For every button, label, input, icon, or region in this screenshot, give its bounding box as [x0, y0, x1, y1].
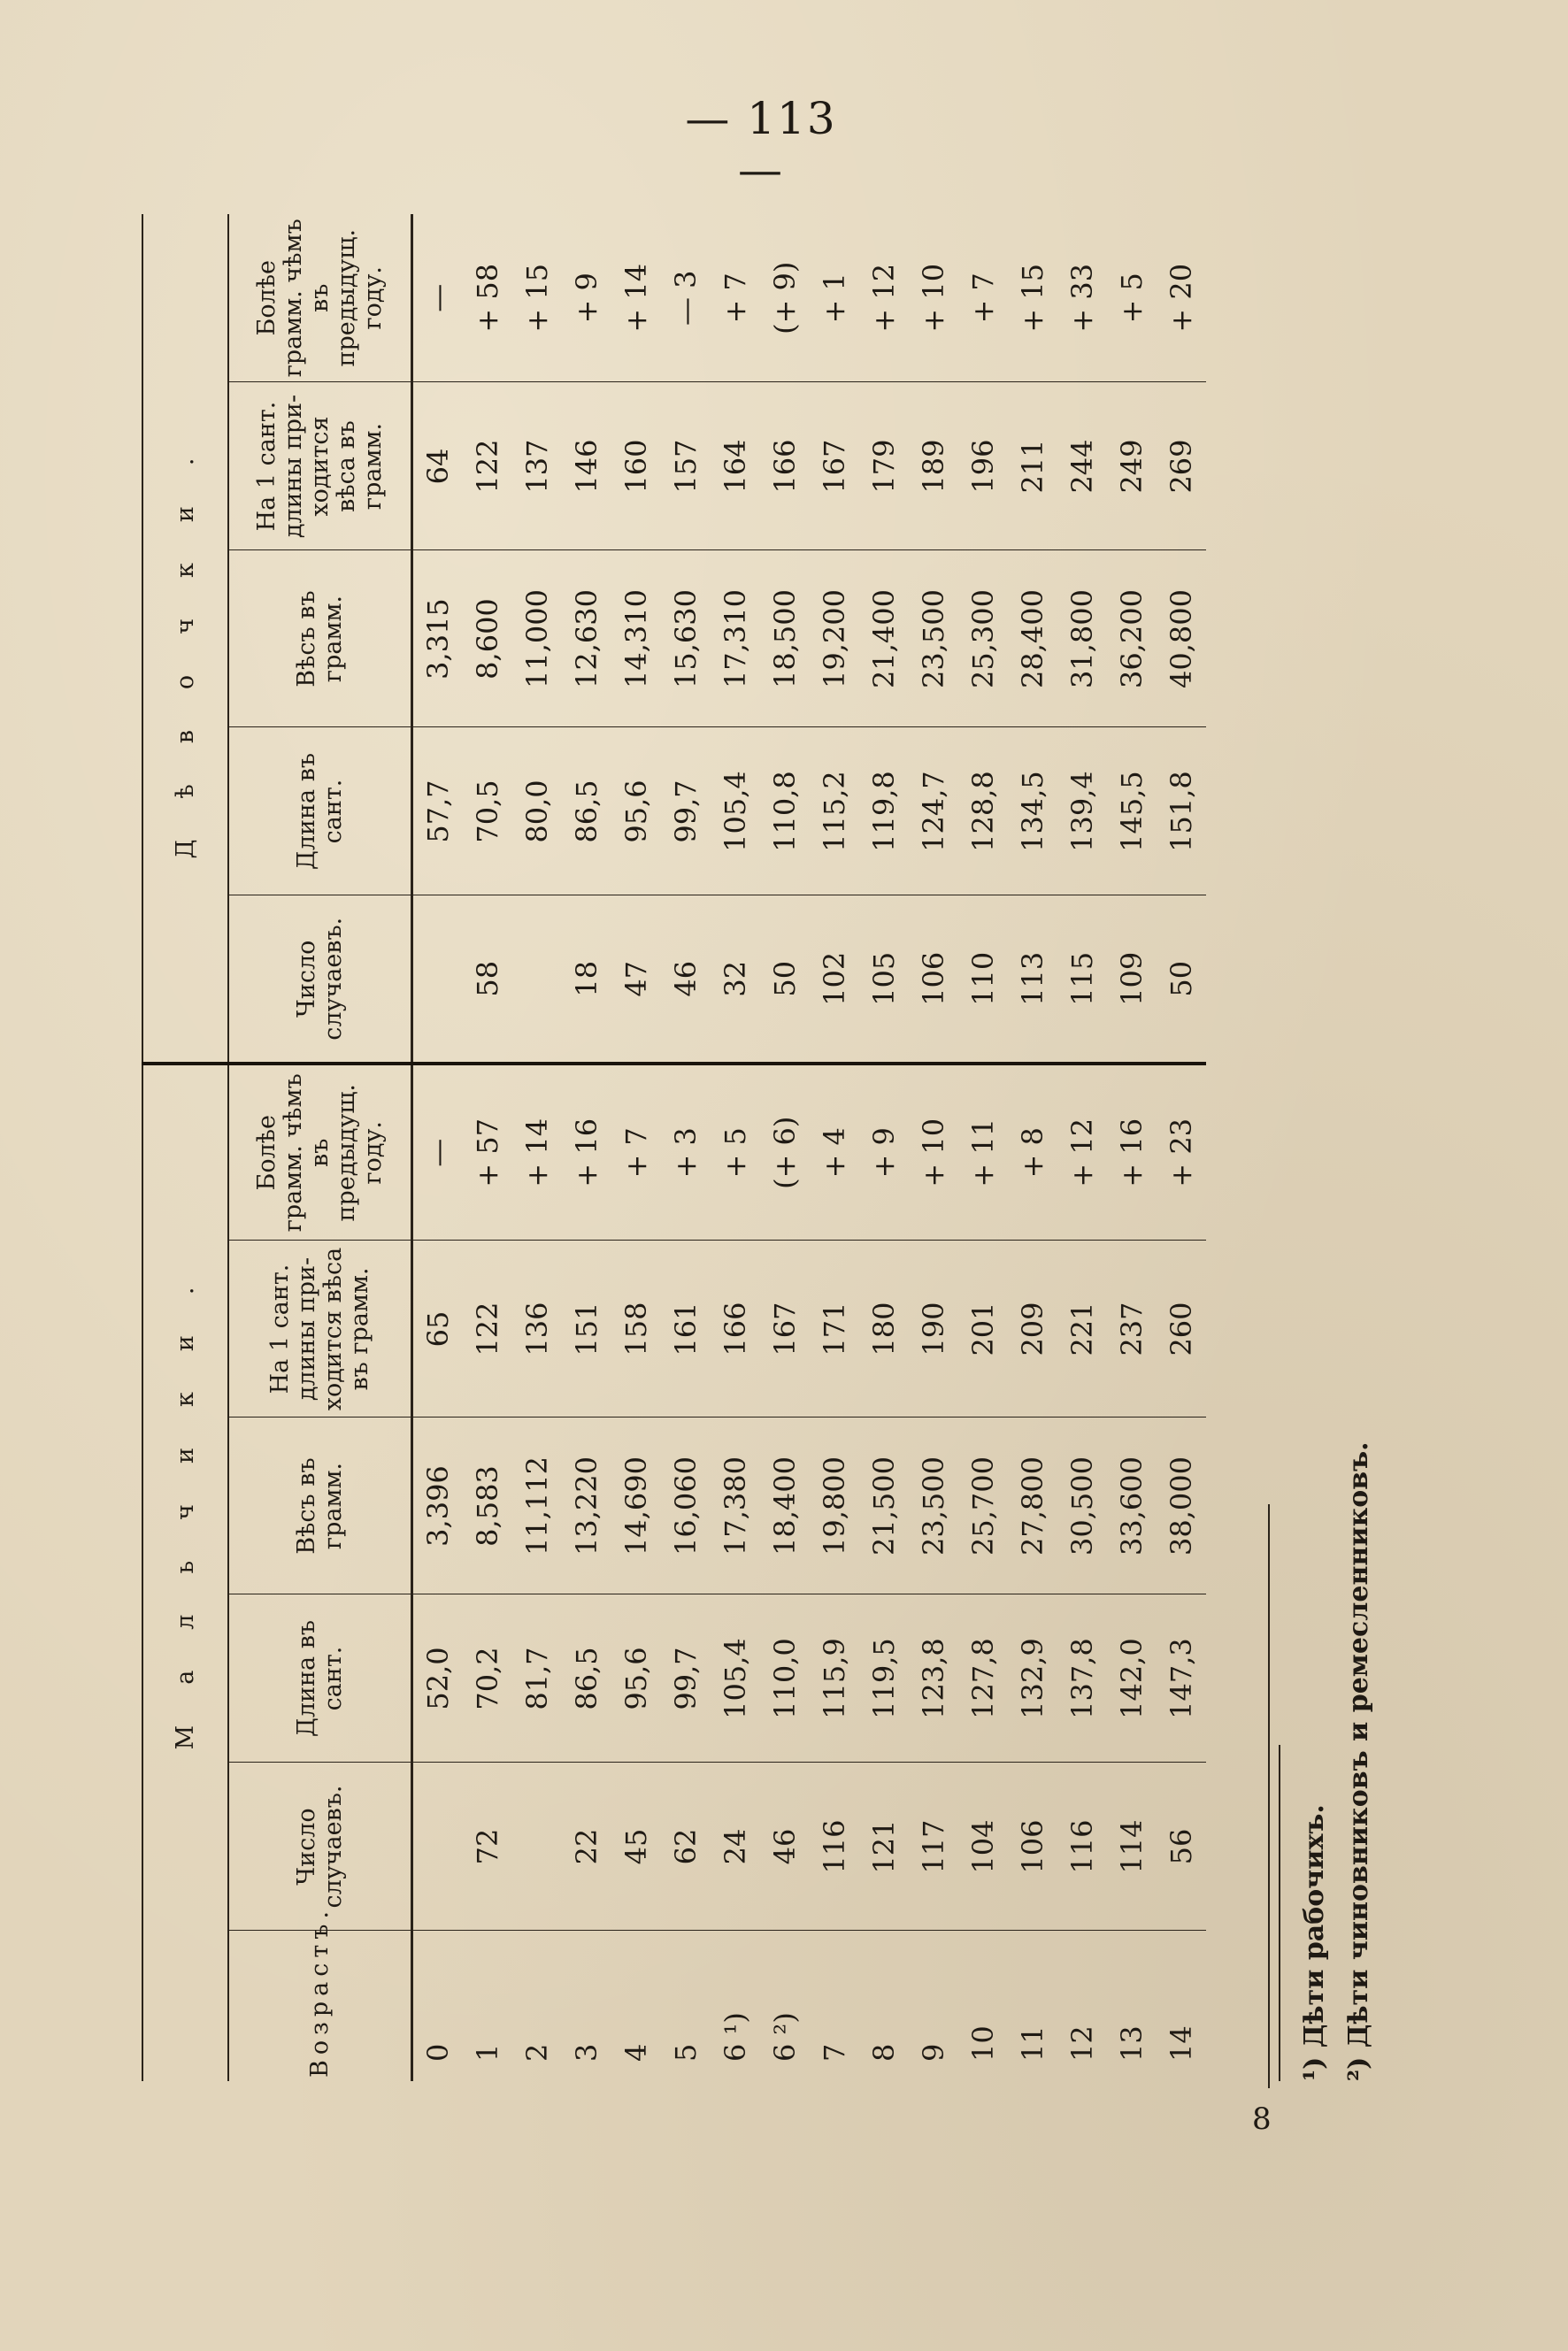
boys-more-cell: + 3 [661, 1064, 711, 1241]
boys-cases-cell [412, 1763, 464, 1931]
girls-weight-cell: 17,310 [711, 550, 760, 727]
boys-cases-cell: 117 [909, 1763, 958, 1931]
footnote-rule [1279, 1745, 1280, 2081]
girls-per-cm-cell: 146 [562, 382, 611, 550]
boys-more-cell: + 23 [1157, 1064, 1206, 1241]
girls-length-cell: 80,0 [512, 727, 562, 895]
table-row [958, 214, 1008, 2081]
girls-more-cell: + 10 [909, 214, 958, 382]
age-cell: 4 [619, 2043, 653, 2062]
boys-length-cell: 95,6 [611, 1594, 661, 1763]
girls-weight-cell: 15,630 [661, 550, 711, 727]
boys-more-cell: — [412, 1064, 464, 1241]
boys-weight-cell: 17,380 [711, 1418, 760, 1594]
boys-weight-cell: 13,220 [562, 1418, 611, 1594]
boys-per-cm-cell: 201 [958, 1241, 1008, 1418]
girls-cases-cell [412, 895, 464, 1064]
girls-length-cell: 86,5 [562, 727, 611, 895]
boys-cases-cell: 24 [711, 1763, 760, 1931]
boys-cases-cell: 22 [562, 1763, 611, 1931]
boys-cases-cell: 114 [1107, 1763, 1157, 1931]
age-cell: 2 [520, 2043, 554, 2062]
boys-length-cell: 142,0 [1107, 1594, 1157, 1763]
girls-cases-cell: 50 [1157, 895, 1206, 1064]
girls-cases-cell: 46 [661, 895, 711, 1064]
age-cell: 13 [1115, 2025, 1149, 2062]
table-row [661, 214, 711, 2081]
boys-weight-cell: 33,600 [1107, 1418, 1157, 1594]
girls-more-cell: (+ 9) [760, 214, 810, 382]
boys-more-cell: + 57 [463, 1064, 512, 1241]
boys-cases-cell: 45 [611, 1763, 661, 1931]
table-row [512, 214, 562, 2081]
girls-cases-cell: 106 [909, 895, 958, 1064]
boys-more-cell: + 14 [512, 1064, 562, 1241]
boys-length-cell: 52,0 [412, 1594, 464, 1763]
age-cell: 6 ¹) [719, 2012, 752, 2062]
girls-cases-cell: 58 [463, 895, 512, 1064]
girls-weight-cell: 18,500 [760, 550, 810, 727]
table-row [611, 214, 661, 2081]
girls-cases-cell: 102 [810, 895, 859, 1064]
girls-weight-cell: 40,800 [1157, 550, 1206, 727]
girls-weight-cell: 23,500 [909, 550, 958, 727]
girls-length-cell: 115,2 [810, 727, 859, 895]
boys-per-cm-cell: 237 [1107, 1241, 1157, 1418]
girls-cases-cell: 109 [1107, 895, 1157, 1064]
growth-table [142, 214, 1206, 2081]
boys-per-cm-cell: 180 [859, 1241, 909, 1418]
boys-per-cm-cell: 136 [512, 1241, 562, 1418]
boys-per-cm-cell: 122 [463, 1241, 512, 1418]
boys-per-cm-cell: 209 [1008, 1241, 1057, 1418]
boys-more-cell: + 9 [859, 1064, 909, 1241]
girls-more-cell: + 14 [611, 214, 661, 382]
table-row [909, 214, 958, 2081]
table-row [562, 214, 611, 2081]
boys-weight-cell: 19,800 [810, 1418, 859, 1594]
boys-weight-cell: 18,400 [760, 1418, 810, 1594]
girls-more-cell: + 9 [562, 214, 611, 382]
girls-more-cell: + 7 [711, 214, 760, 382]
boys-weight-cell: 38,000 [1157, 1418, 1206, 1594]
girls-weight-cell: 14,310 [611, 550, 661, 727]
boys-weight-cell: 16,060 [661, 1418, 711, 1594]
girls-cases-cell [512, 895, 562, 1064]
boys-cases-cell: 72 [463, 1763, 512, 1931]
girls-length-cell: 70,5 [463, 727, 512, 895]
boys-length-cell: 99,7 [661, 1594, 711, 1763]
girls-cases-cell: 47 [611, 895, 661, 1064]
boys-per-cm-cell: 161 [661, 1241, 711, 1418]
girls-per-cm-cell: 189 [909, 382, 958, 550]
boys-weight-cell: 23,500 [909, 1418, 958, 1594]
boys-weight-cell: 25,700 [958, 1418, 1008, 1594]
boys-more-cell: + 5 [711, 1064, 760, 1241]
boys-cases-cell: 46 [760, 1763, 810, 1931]
boys-weight-cell: 14,690 [611, 1418, 661, 1594]
table-row [1008, 214, 1057, 2081]
age-cell: 12 [1065, 2025, 1099, 2062]
boys-length-cell: 110,0 [760, 1594, 810, 1763]
girls-per-cm-cell: 249 [1107, 382, 1157, 550]
girls-per-cm-cell: 196 [958, 382, 1008, 550]
footnotes [1279, 311, 1381, 2081]
boys-more-cell: + 11 [958, 1064, 1008, 1241]
girls-per-cm-cell: 122 [463, 382, 512, 550]
girls-length-cell: 99,7 [661, 727, 711, 895]
girls-weight-cell: 31,800 [1057, 550, 1107, 727]
age-header-spacer [142, 1931, 228, 2081]
boys-per-cm-cell: 166 [711, 1241, 760, 1418]
girls-length-cell: 110,8 [760, 727, 810, 895]
girls-length-cell: 139,4 [1057, 727, 1107, 895]
boys-length-cell: 115,9 [810, 1594, 859, 1763]
boys-length-cell: 147,3 [1157, 1594, 1206, 1763]
boys-length-cell: 81,7 [512, 1594, 562, 1763]
boys-cases-cell: 121 [859, 1763, 909, 1931]
girls-cases-header: Число случаевъ. [228, 895, 412, 1064]
girls-length-cell: 124,7 [909, 727, 958, 895]
girls-more-cell: — 3 [661, 214, 711, 382]
age-header: Возрастъ. [228, 1931, 412, 2081]
boys-length-cell: 105,4 [711, 1594, 760, 1763]
age-cell: 11 [1016, 2025, 1049, 2062]
girls-cases-cell: 18 [562, 895, 611, 1064]
girls-more-cell: + 15 [1008, 214, 1057, 382]
boys-length-cell: 119,5 [859, 1594, 909, 1763]
girls-length-cell: 57,7 [412, 727, 464, 895]
girls-more-cell: — [412, 214, 464, 382]
boys-more-cell: + 10 [909, 1064, 958, 1241]
girls-per-cm-cell: 244 [1057, 382, 1107, 550]
boys-more-cell: (+ 6) [760, 1064, 810, 1241]
boys-length-header: Длина въ сант. [228, 1594, 412, 1763]
age-cell: 1 [471, 2043, 504, 2062]
boys-length-cell: 123,8 [909, 1594, 958, 1763]
boys-more-cell: + 12 [1057, 1064, 1107, 1241]
girls-per-cm-cell: 179 [859, 382, 909, 550]
girls-weight-cell: 28,400 [1008, 550, 1057, 727]
boys-cases-cell: 116 [810, 1763, 859, 1931]
boys-weight-cell: 27,800 [1008, 1418, 1057, 1594]
boys-more-header: Болѣе грамм. чѣмъ въ предыдущ. году. [228, 1064, 412, 1241]
girls-cases-cell: 113 [1008, 895, 1057, 1064]
girls-cases-cell: 32 [711, 895, 760, 1064]
girls-per-cm-cell: 166 [760, 382, 810, 550]
boys-per-cm-cell: 158 [611, 1241, 661, 1418]
age-cell: 14 [1164, 2025, 1198, 2062]
boys-per-cm-cell: 65 [412, 1241, 464, 1418]
girls-more-cell: + 1 [810, 214, 859, 382]
girls-more-cell: + 20 [1157, 214, 1206, 382]
table-row [760, 214, 810, 2081]
boys-per-cm-cell: 171 [810, 1241, 859, 1418]
boys-weight-cell: 3,396 [412, 1418, 464, 1594]
girls-per-cm-cell: 157 [661, 382, 711, 550]
age-cell: 5 [669, 2043, 703, 2062]
table-row [463, 214, 512, 2081]
boys-more-cell: + 4 [810, 1064, 859, 1241]
boys-length-cell: 70,2 [463, 1594, 512, 1763]
girls-weight-cell: 21,400 [859, 550, 909, 727]
sheet-signature: 8 [1252, 2101, 1272, 2137]
table-row [859, 214, 909, 2081]
age-cell: 8 [867, 2043, 901, 2062]
boys-length-cell: 137,8 [1057, 1594, 1107, 1763]
table-row [1057, 214, 1107, 2081]
group-boys-header: Мальчики. [142, 1064, 228, 1931]
girls-more-cell: + 7 [958, 214, 1008, 382]
boys-per-cm-cell: 260 [1157, 1241, 1206, 1418]
girls-length-cell: 95,6 [611, 727, 661, 895]
boys-per-cm-cell: 190 [909, 1241, 958, 1418]
girls-weight-cell: 11,000 [512, 550, 562, 727]
girls-weight-cell: 36,200 [1107, 550, 1157, 727]
girls-length-cell: 119,8 [859, 727, 909, 895]
boys-per-cm-cell: 167 [760, 1241, 810, 1418]
table-row [810, 214, 859, 2081]
girls-per-cm-cell: 269 [1157, 382, 1206, 550]
girls-length-cell: 105,4 [711, 727, 760, 895]
age-cell: 0 [421, 2043, 455, 2062]
boys-length-cell: 127,8 [958, 1594, 1008, 1763]
age-cell: 7 [818, 2043, 851, 2062]
girls-weight-header: Вѣсъ въ грамм. [228, 550, 412, 727]
girls-per-cm-cell: 137 [512, 382, 562, 550]
girls-more-cell: + 33 [1057, 214, 1107, 382]
girls-per-cm-header: На 1 сант. длины при-ходится вѣса въ грамм. [228, 382, 412, 550]
girls-weight-cell: 25,300 [958, 550, 1008, 727]
boys-cases-cell: 56 [1157, 1763, 1206, 1931]
girls-more-cell: + 58 [463, 214, 512, 382]
boys-weight-cell: 30,500 [1057, 1418, 1107, 1594]
boys-weight-cell: 21,500 [859, 1418, 909, 1594]
table-row [1107, 214, 1157, 2081]
group-girls-header: Дѣвочки. [142, 214, 228, 1064]
table-row [1157, 214, 1206, 2081]
girls-cases-cell: 105 [859, 895, 909, 1064]
table-row [711, 214, 760, 2081]
girls-per-cm-cell: 64 [412, 382, 464, 550]
girls-weight-cell: 19,200 [810, 550, 859, 727]
girls-per-cm-cell: 160 [611, 382, 661, 550]
girls-weight-cell: 12,630 [562, 550, 611, 727]
boys-weight-header: Вѣсъ въ грамм. [228, 1418, 412, 1594]
boys-cases-cell: 104 [958, 1763, 1008, 1931]
boys-per-cm-cell: 221 [1057, 1241, 1107, 1418]
girls-per-cm-cell: 211 [1008, 382, 1057, 550]
girls-weight-cell: 8,600 [463, 550, 512, 727]
girls-cases-cell: 50 [760, 895, 810, 1064]
boys-weight-cell: 11,112 [512, 1418, 562, 1594]
footnote-2: ²) Дѣти чиновниковъ и ремесленниковъ. [1343, 1441, 1374, 2081]
girls-length-cell: 128,8 [958, 727, 1008, 895]
boys-length-cell: 86,5 [562, 1594, 611, 1763]
boys-more-cell: + 7 [611, 1064, 661, 1241]
boys-cases-cell: 62 [661, 1763, 711, 1931]
girls-length-header: Длина въ сант. [228, 727, 412, 895]
boys-per-cm-cell: 151 [562, 1241, 611, 1418]
girls-weight-cell: 3,315 [412, 550, 464, 727]
boys-more-cell: + 16 [1107, 1064, 1157, 1241]
boys-cases-cell [512, 1763, 562, 1931]
age-cell: 9 [917, 2043, 950, 2062]
girls-cases-cell: 115 [1057, 895, 1107, 1064]
girls-length-cell: 145,5 [1107, 727, 1157, 895]
boys-more-cell: + 8 [1008, 1064, 1057, 1241]
table-container [142, 214, 1206, 2081]
age-cell: 10 [966, 2025, 1000, 2062]
boys-cases-header: Число случаевъ. [228, 1763, 412, 1931]
girls-length-cell: 134,5 [1008, 727, 1057, 895]
girls-cases-cell: 110 [958, 895, 1008, 1064]
table-body [412, 214, 1207, 2081]
girls-more-cell: + 5 [1107, 214, 1157, 382]
boys-per-cm-header: На 1 сант. длины при-ходится вѣса въ грамм. [228, 1241, 412, 1418]
girls-more-header: Болѣе грамм. чѣмъ въ предыдущ. году. [228, 214, 412, 382]
page-number: — 113 — [685, 93, 837, 196]
girls-per-cm-cell: 167 [810, 382, 859, 550]
age-cell: 6 ²) [768, 2012, 802, 2062]
footnote-1: ¹) Дѣти рабочихъ. [1299, 1804, 1330, 2081]
girls-more-cell: + 12 [859, 214, 909, 382]
boys-cases-cell: 106 [1008, 1763, 1057, 1931]
girls-length-cell: 151,8 [1157, 727, 1206, 895]
boys-cases-cell: 116 [1057, 1763, 1107, 1931]
boys-length-cell: 132,9 [1008, 1594, 1057, 1763]
boys-more-cell: + 16 [562, 1064, 611, 1241]
boys-weight-cell: 8,583 [463, 1418, 512, 1594]
age-cell: 3 [570, 2043, 603, 2062]
girls-per-cm-cell: 164 [711, 382, 760, 550]
girls-more-cell: + 15 [512, 214, 562, 382]
table-row [412, 214, 464, 2081]
